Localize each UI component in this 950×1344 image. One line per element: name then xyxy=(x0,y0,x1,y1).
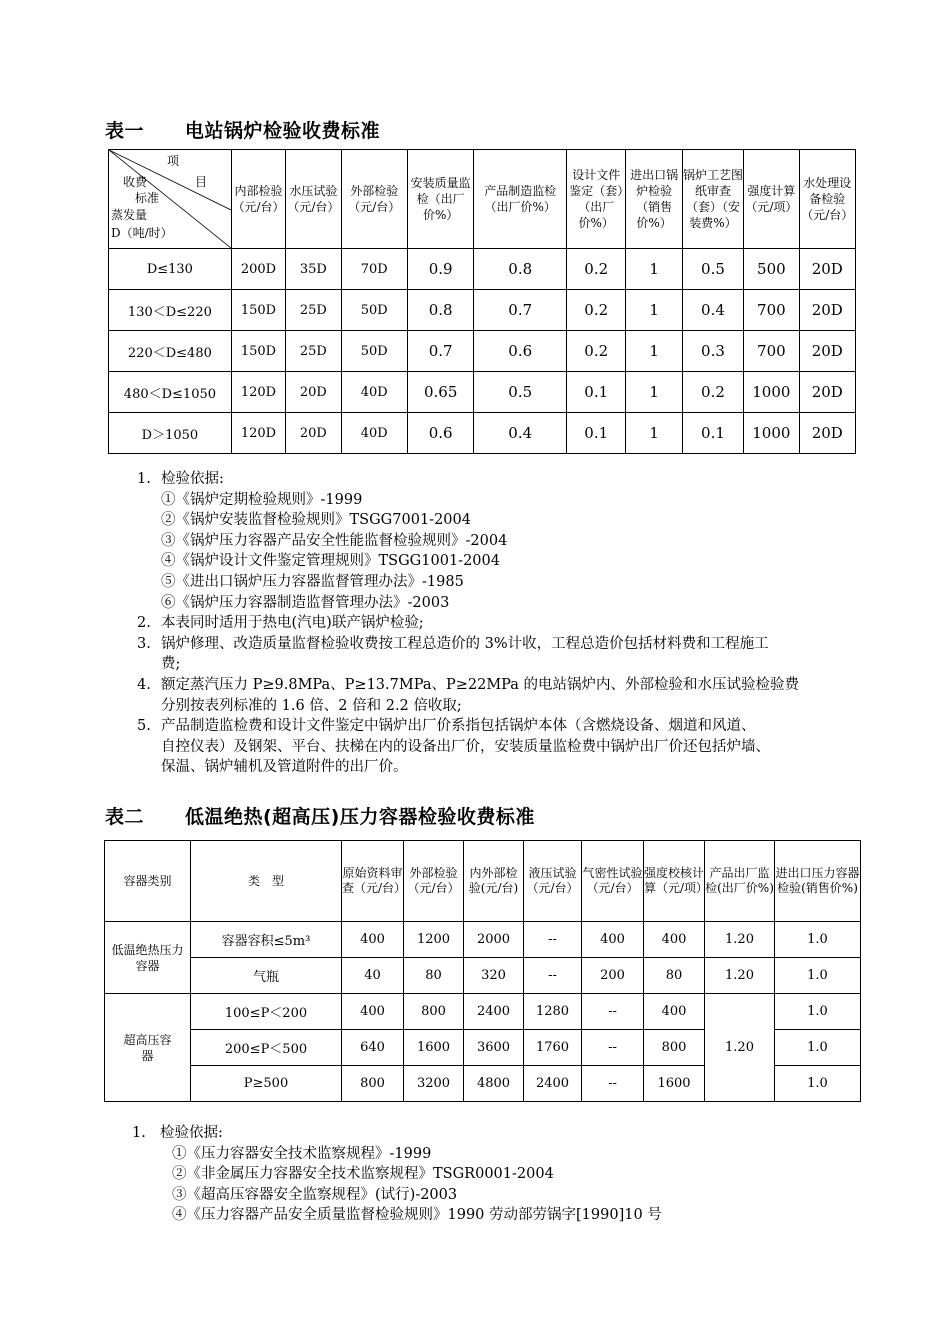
table-cell: 50D xyxy=(341,331,407,372)
reference-item: ①《锅炉定期检验规则》-1999 xyxy=(161,491,363,508)
table-cell: 400 xyxy=(342,994,404,1030)
table2-header: 液压试验（元/台） xyxy=(524,841,582,922)
table-cell: 2400 xyxy=(464,994,524,1030)
note-number: 2. xyxy=(137,615,151,632)
note-text-cont: 保温、锅炉辅机及管道附件的出厂价。 xyxy=(161,759,408,776)
reference-item: ②《锅炉安装监督检验规则》TSGG7001-2004 xyxy=(161,512,471,529)
table-cell: 0.2 xyxy=(567,249,626,290)
table-cell: 200 xyxy=(582,958,644,994)
table-cell: -- xyxy=(582,1030,644,1066)
table2-number: 表二 xyxy=(105,806,145,828)
corner-label-unit: D（吨/时） xyxy=(111,226,173,240)
table-cell: 20D xyxy=(286,372,341,413)
table-cell: D＞1050 xyxy=(109,413,232,454)
table-cell: 700 xyxy=(744,331,799,372)
table-cell: 0.7 xyxy=(474,290,567,331)
table-cell: 1760 xyxy=(524,1030,582,1066)
table-cell: 0.8 xyxy=(407,290,473,331)
table-cell: 1 xyxy=(626,372,682,413)
table-cell: 20D xyxy=(799,372,855,413)
note-item xyxy=(137,613,799,634)
note-text: 本表同时适用于热电(汽电)联产锅炉检验; xyxy=(161,615,424,632)
table-cell: 1200 xyxy=(404,922,464,958)
table-row xyxy=(109,290,856,331)
table-cell: -- xyxy=(582,994,644,1030)
table-cell: 0.1 xyxy=(567,413,626,454)
table2-header: 产品出厂监检(出厂价%) xyxy=(705,841,775,922)
note-text: 锅炉修理、改造质量监督检验收费按工程总造价的 3%计收，工程总造价包括材料费和工程施工 xyxy=(161,635,769,652)
reference-item: ④《压力容器产品安全质量监督检验规则》1990 劳动部劳锅字[1990]10 号 xyxy=(172,1207,662,1224)
category-cell: 低温绝热压力容器 xyxy=(105,922,191,994)
reference-item: ①《压力容器安全技术监察规程》-1999 xyxy=(172,1145,432,1162)
table1-notes xyxy=(137,469,799,778)
table-cell: 1000 xyxy=(744,413,799,454)
table-cell: 0.3 xyxy=(682,331,743,372)
table-cell: 1 xyxy=(626,413,682,454)
table-cell: 1 xyxy=(626,249,682,290)
table-cell: 20D xyxy=(799,290,855,331)
table-cell: 500 xyxy=(744,249,799,290)
table-cell: 100≤P＜200 xyxy=(191,994,342,1030)
reference-item: ②《非金属压力容器安全技术监察规程》TSGR0001-2004 xyxy=(172,1166,554,1183)
table-cell: 130＜D≤220 xyxy=(109,290,232,331)
table-cell: 40D xyxy=(341,372,407,413)
table-cell: 0.1 xyxy=(682,413,743,454)
corner-label-fee: 收费 xyxy=(123,175,148,189)
note-text-cont: 自控仪表）及钢架、平台、扶梯在内的设备出厂价，安装质量监检费中锅炉出厂价还包括炉墙、 xyxy=(161,738,770,755)
table-cell: 1 xyxy=(626,290,682,331)
table-row xyxy=(105,958,861,994)
table-cell: 50D xyxy=(341,290,407,331)
table-cell: 800 xyxy=(404,994,464,1030)
table-cell: 1.0 xyxy=(775,994,861,1030)
corner-label-evap: 蒸发量 xyxy=(111,208,148,222)
table-cell: 800 xyxy=(342,1066,404,1102)
table-cell: -- xyxy=(582,1066,644,1102)
table2-header: 容器类别 xyxy=(105,841,191,922)
table1-header: 强度计算（元/项） xyxy=(744,150,799,249)
table1-number: 表一 xyxy=(105,120,145,142)
table-cell: 80 xyxy=(404,958,464,994)
note-item xyxy=(137,716,799,778)
table-cell: 1.0 xyxy=(775,1030,861,1066)
table-cell: 3200 xyxy=(404,1066,464,1102)
table2-header: 内外部检验(元/台) xyxy=(464,841,524,922)
table-cell: 0.4 xyxy=(474,413,567,454)
table1-header: 外部检验（元/台） xyxy=(341,150,407,249)
table-cell: 0.7 xyxy=(407,331,473,372)
table-cell: 0.8 xyxy=(474,249,567,290)
table2-header-row xyxy=(105,841,861,922)
note-text: 产品制造监检费和设计文件鉴定中锅炉出厂价系指包括锅炉本体（含燃烧设备、烟道和风道、 xyxy=(161,718,756,735)
corner-label-mu: 目 xyxy=(195,175,208,189)
note-text-cont: 分别按表列标准的 1.6 倍、2 倍和 2.2 倍收取; xyxy=(161,697,462,714)
table2-title xyxy=(105,802,535,829)
note-number: 1. xyxy=(137,471,151,487)
table1-header: 水压试验（元/台） xyxy=(286,150,341,249)
table-cell: 40D xyxy=(341,413,407,454)
table-cell: 80 xyxy=(644,958,705,994)
table1-header: 水处理设备检验（元/台） xyxy=(799,150,855,249)
table-cell: 1.20 xyxy=(705,922,775,958)
merged-factory-cell: 1.20 xyxy=(705,994,775,1102)
table2-header: 类 型 xyxy=(191,841,342,922)
table-cell: 气瓶 xyxy=(191,958,342,994)
table1-header: 安装质量监检（出厂价%） xyxy=(407,150,473,249)
table-cell: 4800 xyxy=(464,1066,524,1102)
table-cell: -- xyxy=(524,922,582,958)
table-cell: 120D xyxy=(231,413,285,454)
table2-title-text: 低温绝热(超高压)压力容器检验收费标准 xyxy=(185,806,535,828)
table-cell: 0.9 xyxy=(407,249,473,290)
table-cell: 1600 xyxy=(404,1030,464,1066)
table-cell: 120D xyxy=(231,372,285,413)
table-cell: 0.2 xyxy=(682,372,743,413)
table-cell: 1.0 xyxy=(775,922,861,958)
table2-header: 原始资料审查（元/台） xyxy=(342,841,404,922)
table-cell: 0.2 xyxy=(567,331,626,372)
table-cell: 2400 xyxy=(524,1066,582,1102)
table-cell: 25D xyxy=(286,290,341,331)
table-cell: 1280 xyxy=(524,994,582,1030)
table1-header: 进出口锅炉检验（销售价%） xyxy=(626,150,682,249)
note-text: 额定蒸汽压力 P≥9.8MPa、P≥13.7MPa、P≥22MPa 的电站锅炉内、外部检验和水压试验检验费 xyxy=(161,676,800,693)
category-cell: 超高压容器 xyxy=(105,994,191,1102)
note-number: 4. xyxy=(137,676,151,693)
table1-title xyxy=(105,116,380,143)
table1-corner-cell xyxy=(109,150,232,249)
table-cell: 400 xyxy=(582,922,644,958)
table1-header-row xyxy=(109,150,856,249)
table-cell: 0.2 xyxy=(567,290,626,331)
table-cell: 220＜D≤480 xyxy=(109,331,232,372)
table-cell: 700 xyxy=(744,290,799,331)
table-cell: 320 xyxy=(464,958,524,994)
table-cell: 1.0 xyxy=(775,958,861,994)
reference-item: ④《锅炉设计文件鉴定管理规则》TSGG1001-2004 xyxy=(161,553,500,570)
table2-header: 强度校核计算（元/项） xyxy=(644,841,705,922)
table-cell: 容器容积≤5m³ xyxy=(191,922,342,958)
table-cell: 25D xyxy=(286,331,341,372)
table-row xyxy=(109,372,856,413)
table1-header: 产品制造监检（出厂价%） xyxy=(474,150,567,249)
table-cell: 400 xyxy=(644,994,705,1030)
table-cell: 0.4 xyxy=(682,290,743,331)
table2-notes xyxy=(132,1123,662,1226)
reference-item: ③《锅炉压力容器产品安全性能监督检验规则》-2004 xyxy=(161,532,508,549)
note-text: 检验依据: xyxy=(160,1125,223,1141)
table-cell: 200≤P＜500 xyxy=(191,1030,342,1066)
table-cell: 40 xyxy=(342,958,404,994)
table-row xyxy=(109,249,856,290)
corner-label-item: 项 xyxy=(167,154,180,168)
table-cell: 0.5 xyxy=(474,372,567,413)
table-row xyxy=(109,331,856,372)
note-text: 检验依据: xyxy=(161,471,224,487)
table-cell: 1.0 xyxy=(775,1066,861,1102)
table2-header: 外部检验（元/台） xyxy=(404,841,464,922)
table-cell: 35D xyxy=(286,249,341,290)
corner-label-std: 标准 xyxy=(135,191,160,205)
table-cell: 200D xyxy=(231,249,285,290)
table2-header: 进出口压力容器检验(销售价%) xyxy=(775,841,861,922)
table-cell: 2000 xyxy=(464,922,524,958)
table-cell: 0.65 xyxy=(407,372,473,413)
table-cell: 480＜D≤1050 xyxy=(109,372,232,413)
table1-header: 内部检验（元/台） xyxy=(231,150,285,249)
table-cell: 1600 xyxy=(644,1066,705,1102)
note-number: 1. xyxy=(132,1125,146,1141)
note-item xyxy=(132,1123,662,1144)
table2-header: 气密性试验（元/台） xyxy=(582,841,644,922)
note-item xyxy=(137,469,799,490)
table-cell: 400 xyxy=(644,922,705,958)
table-cell: 20D xyxy=(286,413,341,454)
table-cell: 1000 xyxy=(744,372,799,413)
table-row xyxy=(109,413,856,454)
table-cell: 400 xyxy=(342,922,404,958)
pressure-vessel-fee-table xyxy=(104,840,861,1102)
table-cell: D≤130 xyxy=(109,249,232,290)
table-cell: 640 xyxy=(342,1030,404,1066)
reference-item: ③《超高压容器安全监察规程》(试行)-2003 xyxy=(172,1186,458,1203)
table-cell: 1.20 xyxy=(705,958,775,994)
note-item xyxy=(137,675,799,716)
table-cell: 0.1 xyxy=(567,372,626,413)
table-cell: 800 xyxy=(644,1030,705,1066)
table-row xyxy=(105,994,861,1030)
boiler-fee-table xyxy=(108,149,856,454)
table-cell: 0.5 xyxy=(682,249,743,290)
table1-title-text: 电站锅炉检验收费标准 xyxy=(185,120,381,142)
table1-header: 锅炉工艺图纸审查（套）（安装费%） xyxy=(682,150,743,249)
table-cell: 0.6 xyxy=(407,413,473,454)
table-cell: -- xyxy=(524,958,582,994)
note-item xyxy=(137,634,799,675)
note-number: 5. xyxy=(137,718,151,735)
table-cell: 20D xyxy=(799,413,855,454)
table-cell: 70D xyxy=(341,249,407,290)
note-text-cont: 费; xyxy=(161,656,181,673)
reference-item: ⑥《锅炉压力容器制造监督管理办法》-2003 xyxy=(161,594,450,611)
table-cell: 150D xyxy=(231,290,285,331)
reference-item: ⑤《进出口锅炉压力容器监督管理办法》-1985 xyxy=(161,573,464,590)
table-cell: 1 xyxy=(626,331,682,372)
note-number: 3. xyxy=(137,635,151,652)
table-cell: 150D xyxy=(231,331,285,372)
table-cell: 3600 xyxy=(464,1030,524,1066)
table1-header: 设计文件鉴定（套）（出厂价%） xyxy=(567,150,626,249)
table-cell: 0.6 xyxy=(474,331,567,372)
table-cell: 20D xyxy=(799,331,855,372)
table-cell: 20D xyxy=(799,249,855,290)
table-row xyxy=(105,922,861,958)
table-cell: P≥500 xyxy=(191,1066,342,1102)
